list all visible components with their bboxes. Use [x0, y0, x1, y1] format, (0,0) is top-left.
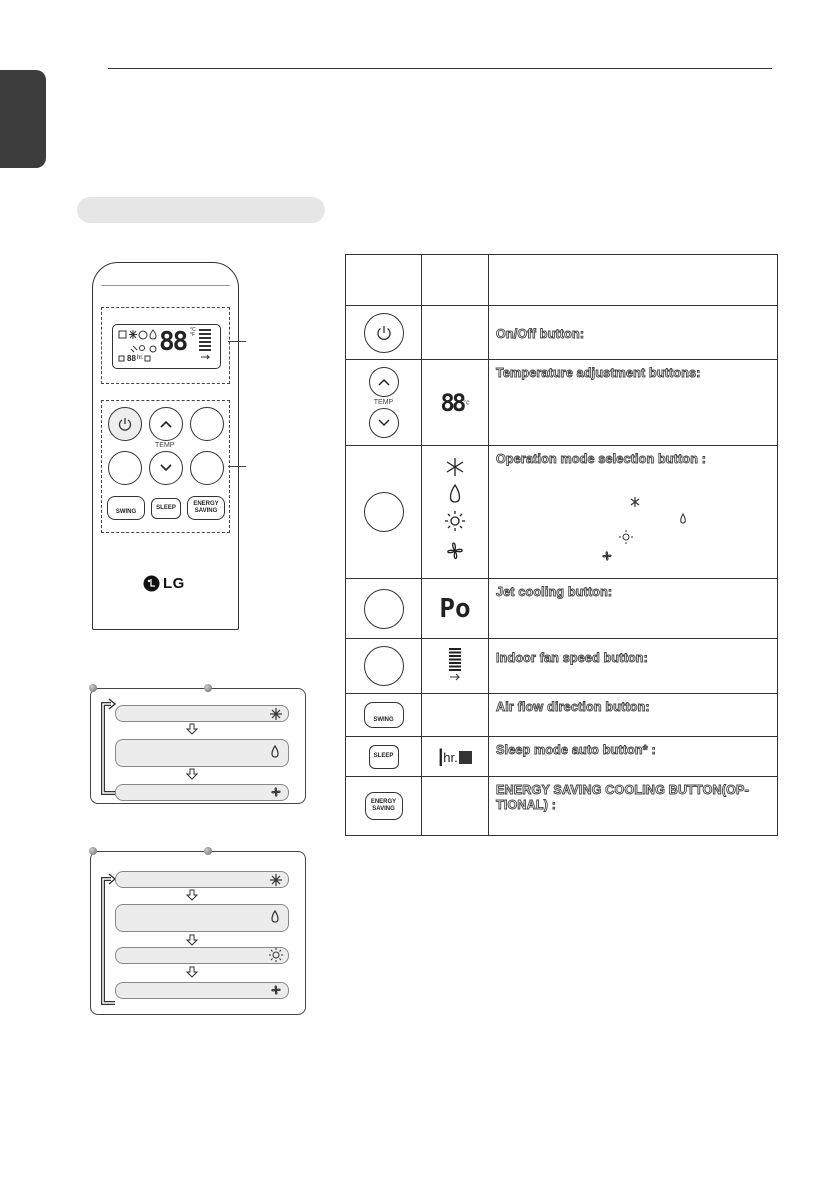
chevron-down-icon [159, 463, 173, 473]
remote-fan-speed-button[interactable] [190, 451, 224, 485]
button-function-table [345, 254, 778, 836]
table-row [346, 446, 778, 579]
button-cell [346, 737, 422, 777]
description-cell [489, 446, 778, 579]
row-description: On/Off button: [496, 327, 585, 341]
snowflake-icon [629, 496, 641, 508]
remote-swing-button[interactable] [107, 496, 145, 520]
lcd-dashed-frame [101, 307, 230, 384]
temp-display-digits: 88 [440, 388, 464, 417]
energy-saving-button[interactable] [365, 792, 403, 820]
energy-label: ENERGY SAVING [193, 501, 219, 514]
table-row [346, 306, 778, 360]
down-arrow-icon [186, 934, 198, 946]
sleep-hour-digit: | [438, 746, 444, 766]
remote-temp-label: TEMP [155, 442, 175, 449]
button-cell [346, 694, 422, 737]
button-cell [346, 579, 422, 639]
remote-temp-up-button[interactable] [149, 407, 183, 441]
snowflake-icon [269, 707, 283, 721]
mode-pill-fan [115, 982, 289, 999]
button-cell [346, 777, 422, 836]
description-cell [489, 306, 778, 360]
snowflake-icon [447, 458, 463, 476]
display-cell [422, 639, 489, 694]
display-cell [422, 777, 489, 836]
down-arrow-icon [186, 889, 198, 901]
power-icon [117, 416, 133, 432]
lcd-temp-unit: °C °F [190, 327, 196, 338]
fan-icon [600, 549, 614, 563]
table-row [346, 639, 778, 694]
power-button[interactable] [364, 313, 404, 353]
swing-label: SWING [373, 716, 394, 723]
mode-cycle-diagram-2 [90, 851, 306, 1015]
fan-speed-button[interactable] [364, 646, 404, 686]
description-cell [489, 579, 778, 639]
description-cell [489, 694, 778, 737]
button-cell [346, 306, 422, 360]
down-arrow-icon [186, 768, 198, 780]
header-cell-description [489, 255, 778, 306]
language-side-tab [0, 70, 46, 168]
lg-logo [143, 575, 185, 592]
jet-button[interactable] [364, 589, 404, 629]
mode-pill-cool [115, 871, 289, 888]
lg-face-logo-icon [143, 575, 160, 592]
sun-icon [269, 948, 283, 962]
temp-down-button[interactable] [369, 408, 399, 438]
sleep-label: SLEEP [373, 753, 394, 759]
header-rule [108, 68, 772, 69]
description-cell [489, 777, 778, 836]
section-heading-bar [77, 197, 325, 223]
lcd-display [112, 324, 221, 369]
table-row [346, 694, 778, 737]
table-row [346, 737, 778, 777]
mode-pill-heat [115, 947, 289, 964]
buttons-dashed-frame [101, 400, 230, 533]
row-description: Jet cooling button: [496, 585, 613, 599]
mode-pill-dry [115, 739, 289, 767]
row-description: ENERGY SAVING COOLING BUTTON(OP-TIONAL) : [496, 783, 749, 812]
lcd-jet-icon [119, 331, 126, 338]
lcd-timer-icon [139, 331, 147, 339]
lcd-swing-icon [131, 346, 137, 352]
drop-icon [678, 512, 688, 525]
chevron-up-icon [159, 419, 173, 429]
mode-pill-dry [115, 904, 289, 932]
display-cell [422, 737, 489, 777]
lcd-leader-line [228, 341, 246, 342]
fan-icon [269, 785, 283, 799]
lcd-drop-icon [150, 330, 156, 339]
drop-icon [269, 744, 281, 760]
display-cell [422, 446, 489, 579]
down-arrow-icon [186, 723, 198, 735]
remote-control [92, 262, 239, 630]
temp-label: TEMP [373, 399, 394, 406]
lcd-sun-icon [140, 346, 145, 351]
remote-sleep-button[interactable] [151, 498, 181, 519]
swing-button[interactable] [364, 702, 404, 728]
table-row [346, 777, 778, 836]
remote-energy-saving-button[interactable] [187, 496, 225, 520]
sleep-button[interactable] [369, 745, 399, 769]
sleep-hr-label: hr. [443, 750, 458, 765]
button-cell [346, 360, 422, 446]
mode-display-icons [443, 454, 467, 566]
table-row [346, 360, 778, 446]
drop-icon [451, 485, 460, 502]
swing-label: SWING [115, 509, 137, 515]
table-header-row [346, 255, 778, 306]
sun-icon [619, 530, 633, 544]
mode-pill-fan [115, 784, 289, 801]
mode-button[interactable] [364, 492, 404, 532]
sleep-label: SLEEP [156, 505, 176, 511]
fan-speed-bars-icon [447, 646, 463, 682]
lcd-snowflake-icon [129, 330, 137, 339]
remote-ir-window [101, 269, 230, 286]
header-cell-button [346, 255, 422, 306]
button-cell [346, 446, 422, 579]
lcd-temp-digits: 88 [159, 327, 187, 357]
lcd-sleep-box [119, 356, 124, 361]
lcd-star-box [145, 356, 150, 361]
display-cell [422, 694, 489, 737]
row-description: Air flow direction button: [496, 700, 650, 714]
chevron-up-icon [378, 378, 390, 386]
power-icon [375, 324, 393, 342]
row-description: Indoor fan speed button: [496, 651, 649, 665]
snowflake-icon [269, 873, 283, 887]
remote-jet-button[interactable] [108, 451, 142, 485]
fan-icon [269, 983, 283, 997]
temp-display-unit: °c [463, 399, 470, 407]
row-description: Operation mode selection button : [496, 452, 707, 466]
down-arrow-icon [186, 966, 198, 978]
row-description: Sleep mode auto button* : [496, 743, 656, 757]
lcd-sleep-digits: 88 [127, 354, 136, 363]
sun-icon [445, 511, 465, 531]
description-cell [489, 737, 778, 777]
button-cell [346, 639, 422, 694]
energy-label: ENERGY SAVING [370, 799, 397, 812]
fan-icon [448, 543, 462, 558]
description-cell [489, 639, 778, 694]
lg-wordmark: LG [163, 575, 185, 592]
description-cell [489, 360, 778, 446]
row-description: Temperature adjustment buttons: [496, 366, 701, 380]
display-cell [422, 306, 489, 360]
mode-pill-cool [115, 705, 289, 722]
jet-display: Po [439, 593, 471, 624]
drop-icon [269, 909, 281, 925]
buttons-leader-line [228, 466, 246, 467]
header-cell-display [422, 255, 489, 306]
star-box-icon [459, 751, 472, 764]
chevron-down-icon [378, 419, 390, 427]
display-cell [422, 360, 489, 446]
temp-up-button[interactable] [369, 367, 399, 397]
remote-power-button[interactable] [108, 407, 142, 441]
display-cell [422, 579, 489, 639]
remote-temp-down-button[interactable] [149, 451, 183, 485]
table-row [346, 579, 778, 639]
lcd-hr-label: hr. [137, 355, 144, 361]
remote-mode-button[interactable] [190, 407, 224, 441]
lcd-fan-icon [150, 346, 156, 352]
mode-cycle-diagram-1 [90, 688, 306, 804]
